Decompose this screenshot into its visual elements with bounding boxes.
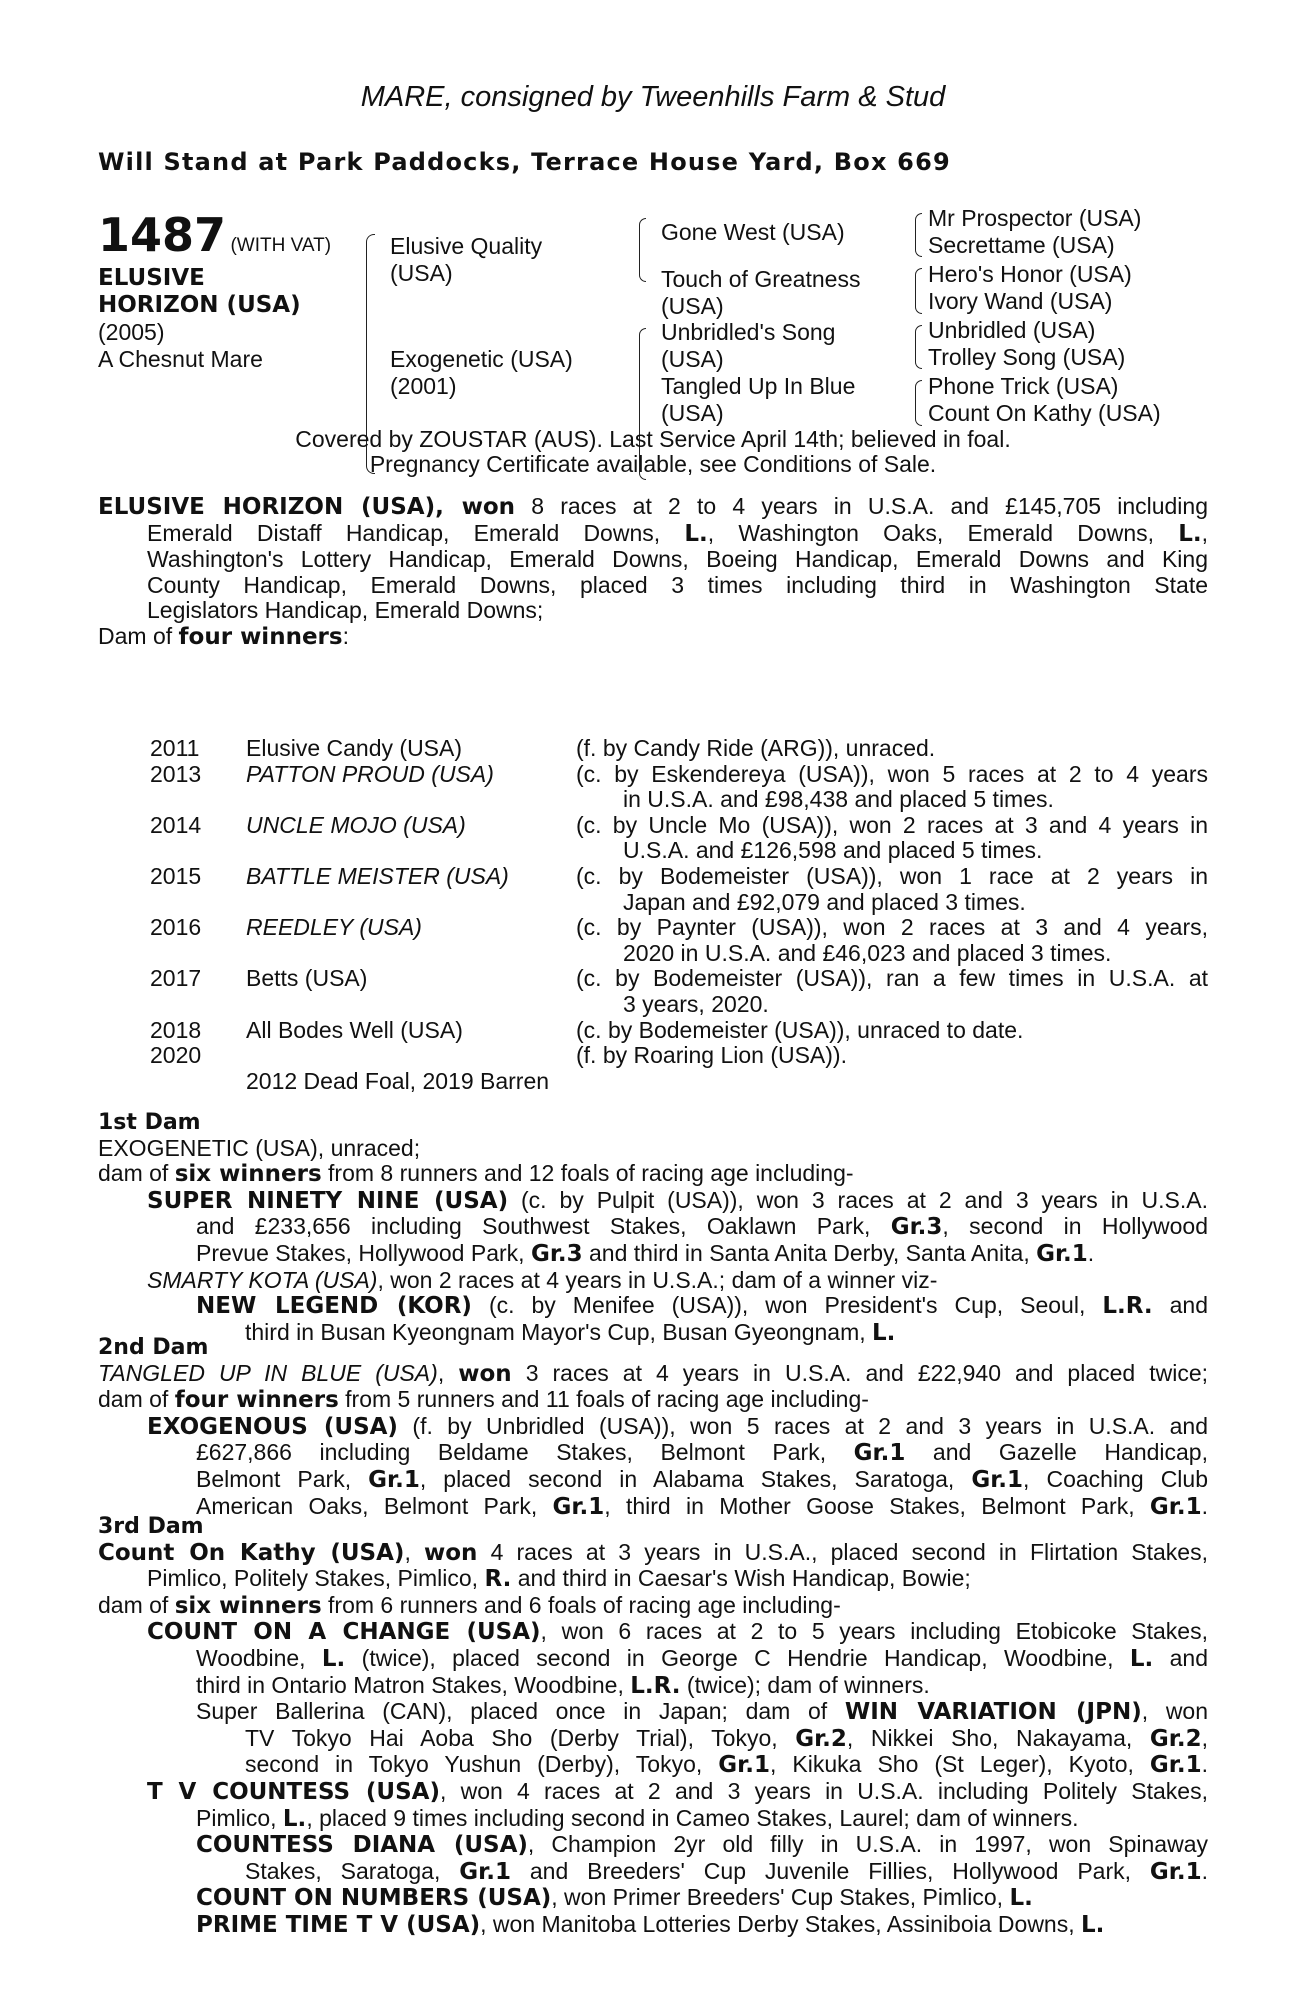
second-dam-l5b: , third in Mother Goose Stakes, Belmont Park, — [604, 1492, 1150, 1519]
pedigree-bracket-dd — [915, 380, 922, 426]
pedigree-bracket-ds — [915, 325, 922, 369]
second-dam-line-2: from 5 runners and 11 foals of racing age including- — [338, 1386, 869, 1413]
third-dam-cdl2a: Stakes, Saratoga, — [245, 1857, 460, 1884]
listed-mark: L. — [684, 520, 708, 547]
first-dam-line-1: EXOGENETIC (USA), unraced; — [98, 1134, 421, 1161]
third-dam-c1l2b: (twice), placed second in George C Hendrie Handicap, Woodbine, — [345, 1644, 1130, 1671]
listed-mark: L. — [1129, 1645, 1154, 1672]
third-dam-sb2a: TV Tokyo Hai Aoba Sho (Derby Trial), Tokyo, — [245, 1724, 796, 1751]
dam-sire-2: (USA) — [661, 346, 724, 372]
grade-mark: Gr.3 — [530, 1240, 583, 1267]
third-dam-line-1: 4 races at 3 years in U.S.A., placed second in Flirtation Stakes, — [477, 1538, 1208, 1565]
sdd: Ivory Wand (USA) — [928, 288, 1113, 314]
listed-mark: L. — [321, 1645, 346, 1672]
produce-year: 2013 — [150, 760, 202, 787]
third-dam-sb3a: second in Tokyo Yushun (Derby), Tokyo, — [245, 1751, 719, 1778]
dsd: Trolley Song (USA) — [928, 344, 1126, 370]
produce-year: 2018 — [150, 1016, 202, 1043]
dam-of-prefix: Dam of — [98, 622, 179, 649]
first-dam-horse-3-r2: and — [1152, 1292, 1209, 1319]
second-dam-horse-1: EXOGENOUS (USA) — [147, 1413, 398, 1440]
listed-mark: L. — [1178, 520, 1202, 547]
page-title: MARE, consigned by Tweenhills Farm & Stud — [360, 81, 946, 113]
produce-year: 2014 — [150, 811, 202, 838]
second-dam-l4a: Belmont Park, — [196, 1465, 369, 1492]
third-dam-c1l2a: Woodbine, — [196, 1644, 322, 1671]
foaling-year: (2005) — [98, 319, 165, 345]
second-dam-l3b: and Gazelle Handicap, — [905, 1439, 1208, 1466]
first-dam-horse-3-record: (c. by Menifee (USA)), won President's Cup, Seoul, — [471, 1292, 1103, 1319]
first-dam-section — [98, 1110, 1208, 1346]
third-dam-sb3b: , Kikuka Sho (St Leger), Kyoto, — [769, 1751, 1150, 1778]
third-dam-l2a: Pimlico, Politely Stakes, Pimlico, — [147, 1565, 485, 1592]
dam-of-suffix: : — [342, 622, 349, 649]
produce-record: (c. by Bodemeister (USA)), unraced to date. — [576, 1016, 1024, 1043]
third-dam-cdr: , Champion 2yr old filly in U.S.A. in 1997, won Spinaway — [527, 1831, 1208, 1858]
listed-mark: L.R. — [630, 1672, 681, 1699]
produce-name: BATTLE MEISTER (USA) — [246, 863, 509, 889]
produce-year: 2015 — [150, 863, 202, 889]
grade-mark: Gr.1 — [552, 1493, 605, 1520]
summary-line-3: Washington's Lottery Handicap, Emerald Downs, Boeing Handicap, Emerald Downs and King — [147, 546, 1208, 573]
listed-mark: L. — [872, 1319, 896, 1346]
third-dam-dam-of: dam of — [98, 1591, 175, 1618]
second-dam-l5c: . — [1201, 1492, 1208, 1519]
third-dam-cdl2b: and Breeders' Cup Juvenile Fillies, Hollywood Park, — [510, 1857, 1150, 1884]
produce-record-cont: 2020 in U.S.A. and £46,023 and placed 3 times. — [623, 939, 1112, 966]
first-dam-line-2: from 8 runners and 12 foals of racing age including- — [321, 1160, 854, 1187]
summary-block — [98, 494, 1208, 651]
first-dam-horse-1-l3a: Prevue Stakes, Hollywood Park, — [196, 1239, 531, 1266]
summary-won: , won — [435, 494, 516, 520]
third-dam-c1l3a: third in Ontario Matron Stakes, Woodbine, — [196, 1671, 631, 1698]
grade-mark: Gr.2 — [795, 1725, 847, 1752]
second-dam-winners: four winners — [174, 1387, 339, 1414]
third-dam-sb2b: , Nikkei Sho, Nakayama, — [846, 1724, 1150, 1751]
third-dam-count-on-numbers: COUNT ON NUMBERS (USA) — [196, 1885, 552, 1912]
dss: Unbridled (USA) — [928, 317, 1096, 343]
cover-line-1: Covered by ZOUSTAR (AUS). Last Service April 14th; believed in foal. — [295, 426, 1011, 452]
sss: Mr Prospector (USA) — [928, 205, 1142, 231]
sire-country: (USA) — [390, 260, 453, 286]
third-dam-sb1: Super Ballerina (CAN), placed once in Japan; dam of — [196, 1698, 845, 1725]
third-dam-horse-2-record: , won 4 races at 2 and 3 years in U.S.A. including Politely Stakes, — [439, 1777, 1208, 1804]
produce-name: Betts (USA) — [246, 965, 368, 992]
produce-name: All Bodes Well (USA) — [246, 1016, 463, 1043]
dam-dam-2: (USA) — [661, 400, 724, 426]
first-dam-horse-3-l2a: third in Busan Kyeongnam Mayor's Cup, Busan Gyeongnam, — [245, 1318, 873, 1345]
third-dam-heading: 3rd Dam — [98, 1514, 204, 1539]
produce-record-cont: U.S.A. and £126,598 and placed 5 times. — [623, 837, 1043, 864]
grade-mark: Gr.1 — [971, 1466, 1024, 1493]
produce-name: UNCLE MOJO (USA) — [246, 811, 466, 838]
vat-label: (WITH VAT) — [230, 235, 332, 256]
third-dam-ptr: , won Manitoba Lotteries Derby Stakes, Assiniboia Downs, — [480, 1910, 1082, 1937]
summary-line-4: County Handicap, Emerald Downs, placed 3 times including third in Washington State — [147, 571, 1208, 598]
summary-line-2c: , — [1201, 519, 1209, 546]
grade-mark: Gr.1 — [853, 1440, 906, 1467]
second-dam-heading: 2nd Dam — [98, 1335, 209, 1360]
pedigree-bracket-ss — [915, 213, 922, 257]
third-dam-c2l2b: , placed 9 times including second in Cameo Stakes, Laurel; dam of winners. — [306, 1804, 1079, 1831]
dam-year: (2001) — [390, 373, 457, 399]
produce-record: (c. by Eskendereya (USA)), won 5 races at 2 to 4 years — [576, 760, 1208, 787]
first-dam-horse-1: SUPER NINETY NINE (USA) — [147, 1187, 509, 1214]
first-dam-heading: 1st Dam — [98, 1110, 201, 1135]
third-dam-winners: six winners — [174, 1592, 322, 1619]
grade-mark: Gr.1 — [1149, 1493, 1202, 1520]
grade-mark: Gr.1 — [1149, 1752, 1202, 1779]
horse-description: A Chesnut Mare — [98, 346, 263, 372]
produce-record: (f. by Roaring Lion (USA)). — [576, 1042, 847, 1069]
third-dam-line-3: from 6 runners and 6 foals of racing age including- — [321, 1591, 841, 1618]
sire-dam-2: (USA) — [661, 293, 724, 319]
listed-mark: L. — [1081, 1911, 1105, 1938]
grade-mark: Gr.2 — [1149, 1725, 1202, 1752]
summary-line-2a: Emerald Distaff Handicap, Emerald Downs, — [147, 519, 685, 546]
summary-name: ELUSIVE HORIZON (USA) — [98, 494, 436, 520]
produce-note: 2012 Dead Foal, 2019 Barren — [246, 1067, 550, 1094]
horse-name-line-1: ELUSIVE — [98, 265, 205, 291]
dam-sire-1: Unbridled's Song — [661, 319, 836, 345]
second-dam-l4c: , Coaching Club — [1023, 1465, 1208, 1492]
produce-year: 2017 — [150, 965, 202, 992]
third-dam-c1l3b: (twice); dam of winners. — [680, 1671, 930, 1698]
summary-line-5: Legislators Handicap, Emerald Downs; — [147, 597, 544, 624]
produce-name: PATTON PROUD (USA) — [246, 760, 494, 787]
third-dam-sep: , — [404, 1538, 424, 1565]
third-dam-prime-time: PRIME TIME T V (USA) — [196, 1911, 481, 1938]
ddd: Count On Kathy (USA) — [928, 400, 1161, 426]
grade-mark: Gr.1 — [1149, 1858, 1202, 1885]
second-dam-l3a: £627,866 including Beldame Stakes, Belmont Park, — [196, 1439, 854, 1466]
pedigree-bracket-sd — [915, 268, 922, 314]
third-dam-c1l2c: and — [1153, 1644, 1209, 1671]
second-dam-l5a: American Oaks, Belmont Park, — [196, 1492, 553, 1519]
produce-record: (c. by Bodemeister (USA)), won 1 race at 2 years in — [576, 863, 1208, 889]
first-dam-horse-2: SMARTY KOTA (USA) — [147, 1266, 378, 1293]
stand-location: Will Stand at Park Paddocks, Terrace House Yard, Box 669 — [98, 148, 951, 176]
summary-line-1: 8 races at 2 to 4 years in U.S.A. and £145,705 including — [515, 493, 1208, 519]
second-dam-l4b: , placed second in Alabama Stakes, Saratoga, — [419, 1465, 972, 1492]
second-dam-section — [98, 1335, 1208, 1520]
produce-record: (c. by Uncle Mo (USA)), won 2 races at 3 and 4 years in — [576, 811, 1208, 838]
sds: Hero's Honor (USA) — [928, 261, 1132, 287]
third-dam-cnr: , won Primer Breeders' Cup Stakes, Pimlico, — [551, 1884, 1010, 1911]
lot-number-line — [98, 208, 331, 262]
produce-record: (c. by Paynter (USA)), won 2 races at 3 and 4 years, — [576, 914, 1208, 941]
sire: Elusive Quality — [390, 233, 543, 259]
third-dam-section — [98, 1514, 1208, 1939]
first-dam-horse-1-record: (c. by Pulpit (USA)), won 3 races at 2 and 3 years in U.S.A. — [508, 1186, 1208, 1213]
third-dam-horse-1: COUNT ON A CHANGE (USA) — [147, 1619, 541, 1646]
produce-record-cont: Japan and £92,079 and placed 3 times. — [623, 888, 1026, 915]
horse-name-line-2: HORIZON (USA) — [98, 292, 301, 318]
third-dam-win-variation: WIN VARIATION (JPN) — [844, 1699, 1142, 1726]
third-dam-cdl2c: . — [1201, 1857, 1208, 1884]
third-dam-l2b: and third in Caesar's Wish Handicap, Bowie; — [511, 1565, 971, 1592]
pedigree-bracket-sire — [639, 218, 646, 282]
first-dam-winners: six winners — [174, 1161, 322, 1188]
produce-year: 2016 — [150, 914, 202, 941]
second-dam-sep: , — [437, 1359, 459, 1386]
third-dam-sb2c: , — [1201, 1724, 1208, 1751]
first-dam-horse-1-l2b: , second in Hollywood — [942, 1213, 1209, 1240]
first-dam-horse-3: NEW LEGEND (KOR) — [196, 1293, 472, 1320]
produce-record: (c. by Bodemeister (USA)), ran a few times in U.S.A. at — [576, 965, 1208, 992]
first-dam-horse-2-record: , won 2 races at 4 years in U.S.A.; dam of a winner viz- — [377, 1266, 938, 1293]
second-dam-horse-1-record: (f. by Unbridled (USA)), won 5 races at 2 and 3 years in U.S.A. and — [397, 1412, 1208, 1439]
listed-mark: L.R. — [1102, 1293, 1153, 1320]
second-dam-line-1: 3 races at 4 years in U.S.A. and £22,940 and placed twice; — [511, 1359, 1209, 1386]
produce-name: REEDLEY (USA) — [246, 914, 422, 941]
third-dam-name: Count On Kathy (USA) — [98, 1539, 405, 1566]
grade-mark: Gr.1 — [459, 1858, 511, 1885]
lot-number: 1487 — [98, 208, 227, 262]
sire-sire: Gone West (USA) — [661, 219, 845, 245]
first-dam-horse-1-l3b: and third in Santa Anita Derby, Santa Anita, — [582, 1239, 1037, 1266]
third-dam-countess-diana: COUNTESS DIANA (USA) — [196, 1832, 528, 1859]
listed-mark: L. — [282, 1805, 307, 1832]
produce-record-cont: 3 years, 2020. — [623, 991, 769, 1017]
summary-line-2b: , Washington Oaks, Emerald Downs, — [707, 519, 1179, 546]
produce-year: 2011 — [150, 735, 200, 761]
dam-dam-1: Tangled Up In Blue — [661, 373, 856, 399]
ssd: Secrettame (USA) — [928, 232, 1115, 258]
second-dam-won: won — [458, 1360, 512, 1387]
grade-mark: Gr.1 — [1036, 1240, 1088, 1267]
dam: Exogenetic (USA) — [390, 346, 573, 372]
first-dam-horse-1-l2a: and £233,656 including Southwest Stakes, Oaklawn Park, — [196, 1213, 891, 1240]
third-dam-won: won — [423, 1539, 478, 1566]
grade-mark: Gr.3 — [890, 1214, 943, 1241]
dam-of-count: four winners — [178, 623, 343, 650]
third-dam-horse-1-record: , won 6 races at 2 to 5 years including Etobicoke Stakes, — [540, 1618, 1208, 1645]
produce-name: Elusive Candy (USA) — [246, 735, 463, 761]
sire-dam-1: Touch of Greatness — [661, 266, 861, 292]
third-dam-sb1b: , won — [1141, 1698, 1209, 1725]
produce-record: (f. by Candy Ride (ARG)), unraced. — [576, 735, 936, 761]
third-dam-sb3c: . — [1201, 1751, 1208, 1778]
third-dam-horse-2: T V COUNTESS (USA) — [147, 1778, 440, 1805]
third-dam-c2l2a: Pimlico, — [196, 1804, 283, 1831]
produce-year: 2020 — [150, 1042, 202, 1069]
second-dam-dam-of: dam of — [98, 1386, 175, 1413]
cover-line-2: Pregnancy Certificate available, see Conditions of Sale. — [369, 451, 937, 477]
grade-mark: Gr.1 — [368, 1466, 420, 1493]
second-dam-name: TANGLED UP IN BLUE (USA) — [98, 1359, 438, 1386]
produce-record-cont: in U.S.A. and £98,438 and placed 5 times. — [623, 786, 1054, 813]
listed-mark: L. — [1009, 1885, 1033, 1912]
first-dam-dam-of: dam of — [98, 1160, 175, 1187]
restricted-mark: R. — [484, 1566, 512, 1593]
grade-mark: Gr.1 — [718, 1752, 770, 1779]
dds: Phone Trick (USA) — [928, 373, 1119, 399]
first-dam-horse-1-l3c: . — [1087, 1239, 1095, 1266]
